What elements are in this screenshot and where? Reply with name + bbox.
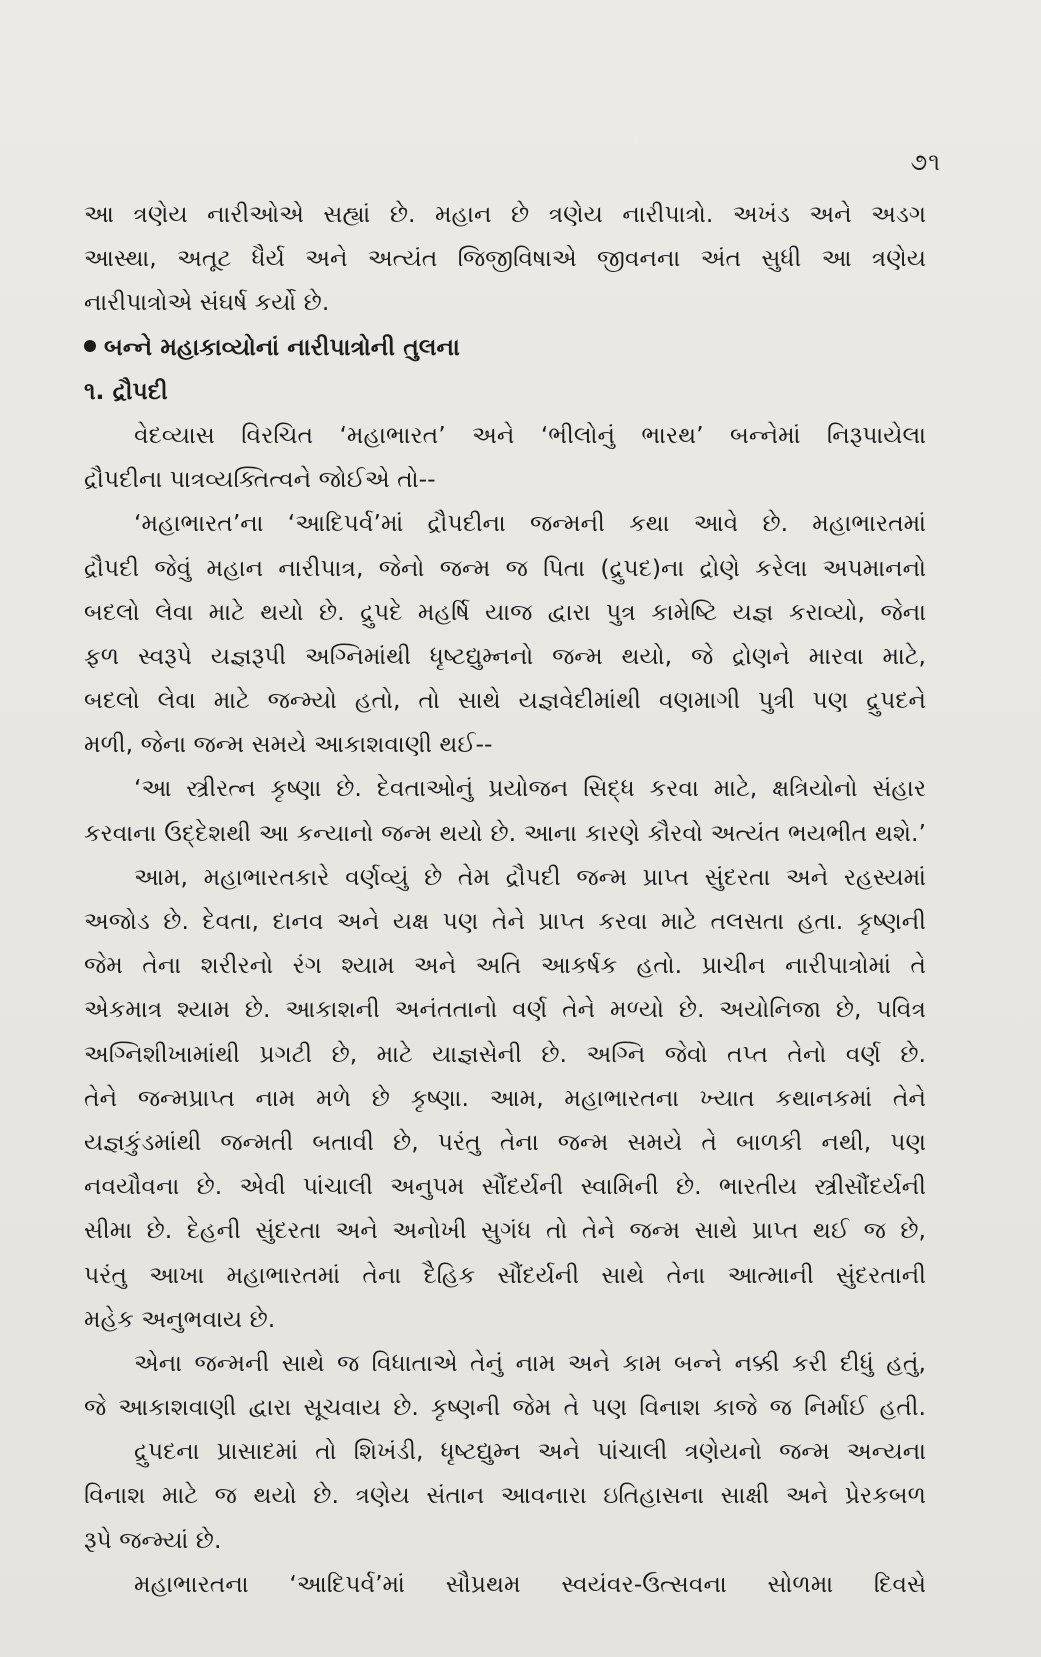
- line-text: મળી, જેના જન્મ સમયે આકાશવાણી થઈ--: [84, 730, 493, 759]
- text-line: [84, 236, 926, 280]
- line-text: ‘આ સ્ત્રીરત્ન કૃષ્ણા છે. દેવતાઓનું પ્રયોજન સિદ્ધ કરવા માટે, ક્ષત્રિયોનો સંહાર: [134, 774, 926, 803]
- text-line: [84, 1297, 926, 1341]
- line-text: દ્રૌપદીના પાત્રવ્યક્તિત્વને જોઈએ તો--: [84, 465, 436, 494]
- text-line: [84, 280, 926, 324]
- text-line: [84, 501, 926, 545]
- text-line: [84, 678, 926, 722]
- text-line: [84, 855, 926, 899]
- text-line: [84, 546, 926, 590]
- text-line: [84, 1208, 926, 1252]
- text-line: [84, 1518, 926, 1562]
- text-line: [84, 1253, 926, 1297]
- line-text: નારીપાત્રોએ સંઘર્ષ કર્યો છે.: [84, 288, 330, 317]
- line-text: તેને જન્મપ્રાપ્ત નામ મળે છે કૃષ્ણા. આમ, મહાભારતના ખ્યાત કથાનકમાં તેને: [84, 1083, 926, 1112]
- text-line: [84, 1120, 926, 1164]
- text-line: [84, 1473, 926, 1517]
- page-number: ૭૧: [910, 148, 941, 176]
- line-text: મહેક અનુભવાય છે.: [84, 1304, 276, 1333]
- line-text: નવયૌવના છે. એવી પાંચાલી અનુપમ સૌંદર્યની સ્વામિની છે. ભારતીય સ્ત્રીસૌંદર્યની: [84, 1172, 926, 1201]
- text-line: [84, 766, 926, 810]
- text-line: [84, 722, 926, 766]
- text-line: [84, 590, 926, 634]
- line-text: યજ્ઞકુંડમાંથી જન્મતી બતાવી છે, પરંતુ તેના જન્મ સમયે તે બાળકી નથી, પણ: [84, 1127, 926, 1156]
- line-text: ૧. દ્રૌપદી: [84, 376, 168, 405]
- line-text: વિનાશ માટે જ થયો છે. ત્રણેય સંતાન આવનારા ઇતિહાસના સાક્ષી અને પ્રેરકબળ: [84, 1481, 926, 1510]
- line-text: જેમ તેના શરીરનો રંગ શ્યામ અને અતિ આકર્ષક હતો. પ્રાચીન નારીપાત્રોમાં તે: [84, 951, 926, 980]
- line-text: જે આકાશવાણી દ્વારા સૂચવાય છે. કૃષ્ણની જેમ તે પણ વિનાશ કાજે જ નિર્માઈ હતી.: [84, 1393, 926, 1422]
- text-line: [84, 413, 926, 457]
- text-line: [84, 987, 926, 1031]
- text-line: [84, 1562, 926, 1606]
- line-text: આમ, મહાભારતકારે વર્ણવ્યું છે તેમ દ્રૌપદી જન્મ પ્રાપ્ત સુંદરતા અને રહસ્યમાં: [134, 862, 926, 891]
- line-text: દ્રુપદના પ્રાસાદમાં તો શિખંડી, ધૃષ્ટદ્યુમ્ન અને પાંચાલી ત્રણેયનો જન્મ અન્યના: [134, 1437, 926, 1466]
- line-text: બદલો લેવા માટે થયો છે. દ્રુપદે મહર્ષિ યાજ દ્વારા પુત્ર કામેષ્ટિ યજ્ઞ કરાવ્યો, જેના: [84, 597, 926, 626]
- line-text: સીમા છે. દેહની સુંદરતા અને અનોખી સુગંધ તો તેને જન્મ સાથે પ્રાપ્ત થઈ જ છે,: [84, 1216, 926, 1245]
- line-text: ફળ સ્વરૂપે યજ્ઞરૂપી અગ્નિમાંથી ધૃષ્ટદ્યુમ્નનો જન્મ થયો, જે દ્રોણને મારવા માટે,: [84, 641, 926, 670]
- text-line: [84, 1341, 926, 1385]
- text-line: [84, 457, 926, 501]
- text-line: [84, 1385, 926, 1429]
- text-line: [84, 1076, 926, 1120]
- page-body-text: [84, 192, 926, 1606]
- line-text: અગ્નિશીખામાંથી પ્રગટી છે, માટે યાજ્ઞસેની છે. અગ્નિ જેવો તપ્ત તેનો વર્ણ છે.: [84, 1039, 926, 1068]
- text-line: [84, 1429, 926, 1473]
- line-text: કરવાના ઉદ્દેશથી આ કન્યાનો જન્મ થયો છે. આના કારણે કૌરવો અત્યંત ભયભીત થશે.’: [84, 818, 926, 847]
- line-text: અજોડ છે. દેવતા, દાનવ અને યક્ષ પણ તેને પ્રાપ્ત કરવા માટે તલસતા હતા. કૃષ્ણની: [84, 907, 926, 935]
- text-line: [84, 899, 926, 943]
- line-text: આ ત્રણેય નારીઓએ સહ્યાં છે. મહાન છે ત્રણેય નારીપાત્રો. અખંડ અને અડગ: [84, 200, 926, 228]
- section-heading: [84, 325, 926, 369]
- text-line: [84, 634, 926, 678]
- line-text: દ્રૌપદી જેવું મહાન નારીપાત્ર, જેનો જન્મ જ પિતા (દ્રુપદ)ના દ્રોણે કરેલા અપમાનનો: [84, 553, 926, 582]
- line-text: એકમાત્ર શ્યામ છે. આકાશની અનંતતાનો વર્ણ તેને મળ્યો છે. અયોનિજા છે, પવિત્ર: [84, 995, 926, 1024]
- line-text: એના જન્મની સાથે જ વિધાતાએ તેનું નામ અને કામ બન્ને નક્કી કરી દીધું હતું,: [134, 1348, 926, 1377]
- text-line: [84, 1164, 926, 1208]
- line-text: ‘મહાભારત’ના ‘આદિપર્વ’માં દ્રૌપદીના જન્મની કથા આવે છે. મહાભારતમાં: [134, 509, 926, 538]
- line-text: રૂપે જન્મ્યાં છે.: [84, 1525, 222, 1554]
- text-line: [84, 811, 926, 855]
- line-text: વેદવ્યાસ વિરચિત ‘મહાભારત’ અને ‘ભીલોનું ભારથ’ બન્નેમાં નિરૂપાયેલા: [134, 420, 926, 449]
- text-line: [84, 192, 926, 236]
- line-text: આસ્થા, અતૂટ ધૈર્ય અને અત્યંત જિજીવિષાએ જીવનના અંત સુધી આ ત્રણેય: [84, 244, 926, 273]
- subsection-heading: [84, 369, 926, 413]
- text-line: [84, 943, 926, 987]
- line-text: પરંતુ આખા મહાભારતમાં તેના દૈહિક સૌંદર્યની સાથે તેના આત્માની સુંદરતાની: [84, 1260, 926, 1289]
- line-text: બદલો લેવા માટે જન્મ્યો હતો, તો સાથે યજ્ઞવેદીમાંથી વણમાગી પુત્રી પણ દ્રુપદને: [84, 686, 926, 715]
- line-text: મહાભારતના ‘આદિપર્વ’માં સૌપ્રથમ સ્વયંવર-ઉત્સવના સોળમા દિવસે: [134, 1569, 926, 1598]
- text-line: [84, 1032, 926, 1076]
- bullet-icon: [84, 340, 96, 352]
- line-text: બન્ને મહાકાવ્યોનાં નારીપાત્રોની તુલના: [104, 332, 460, 361]
